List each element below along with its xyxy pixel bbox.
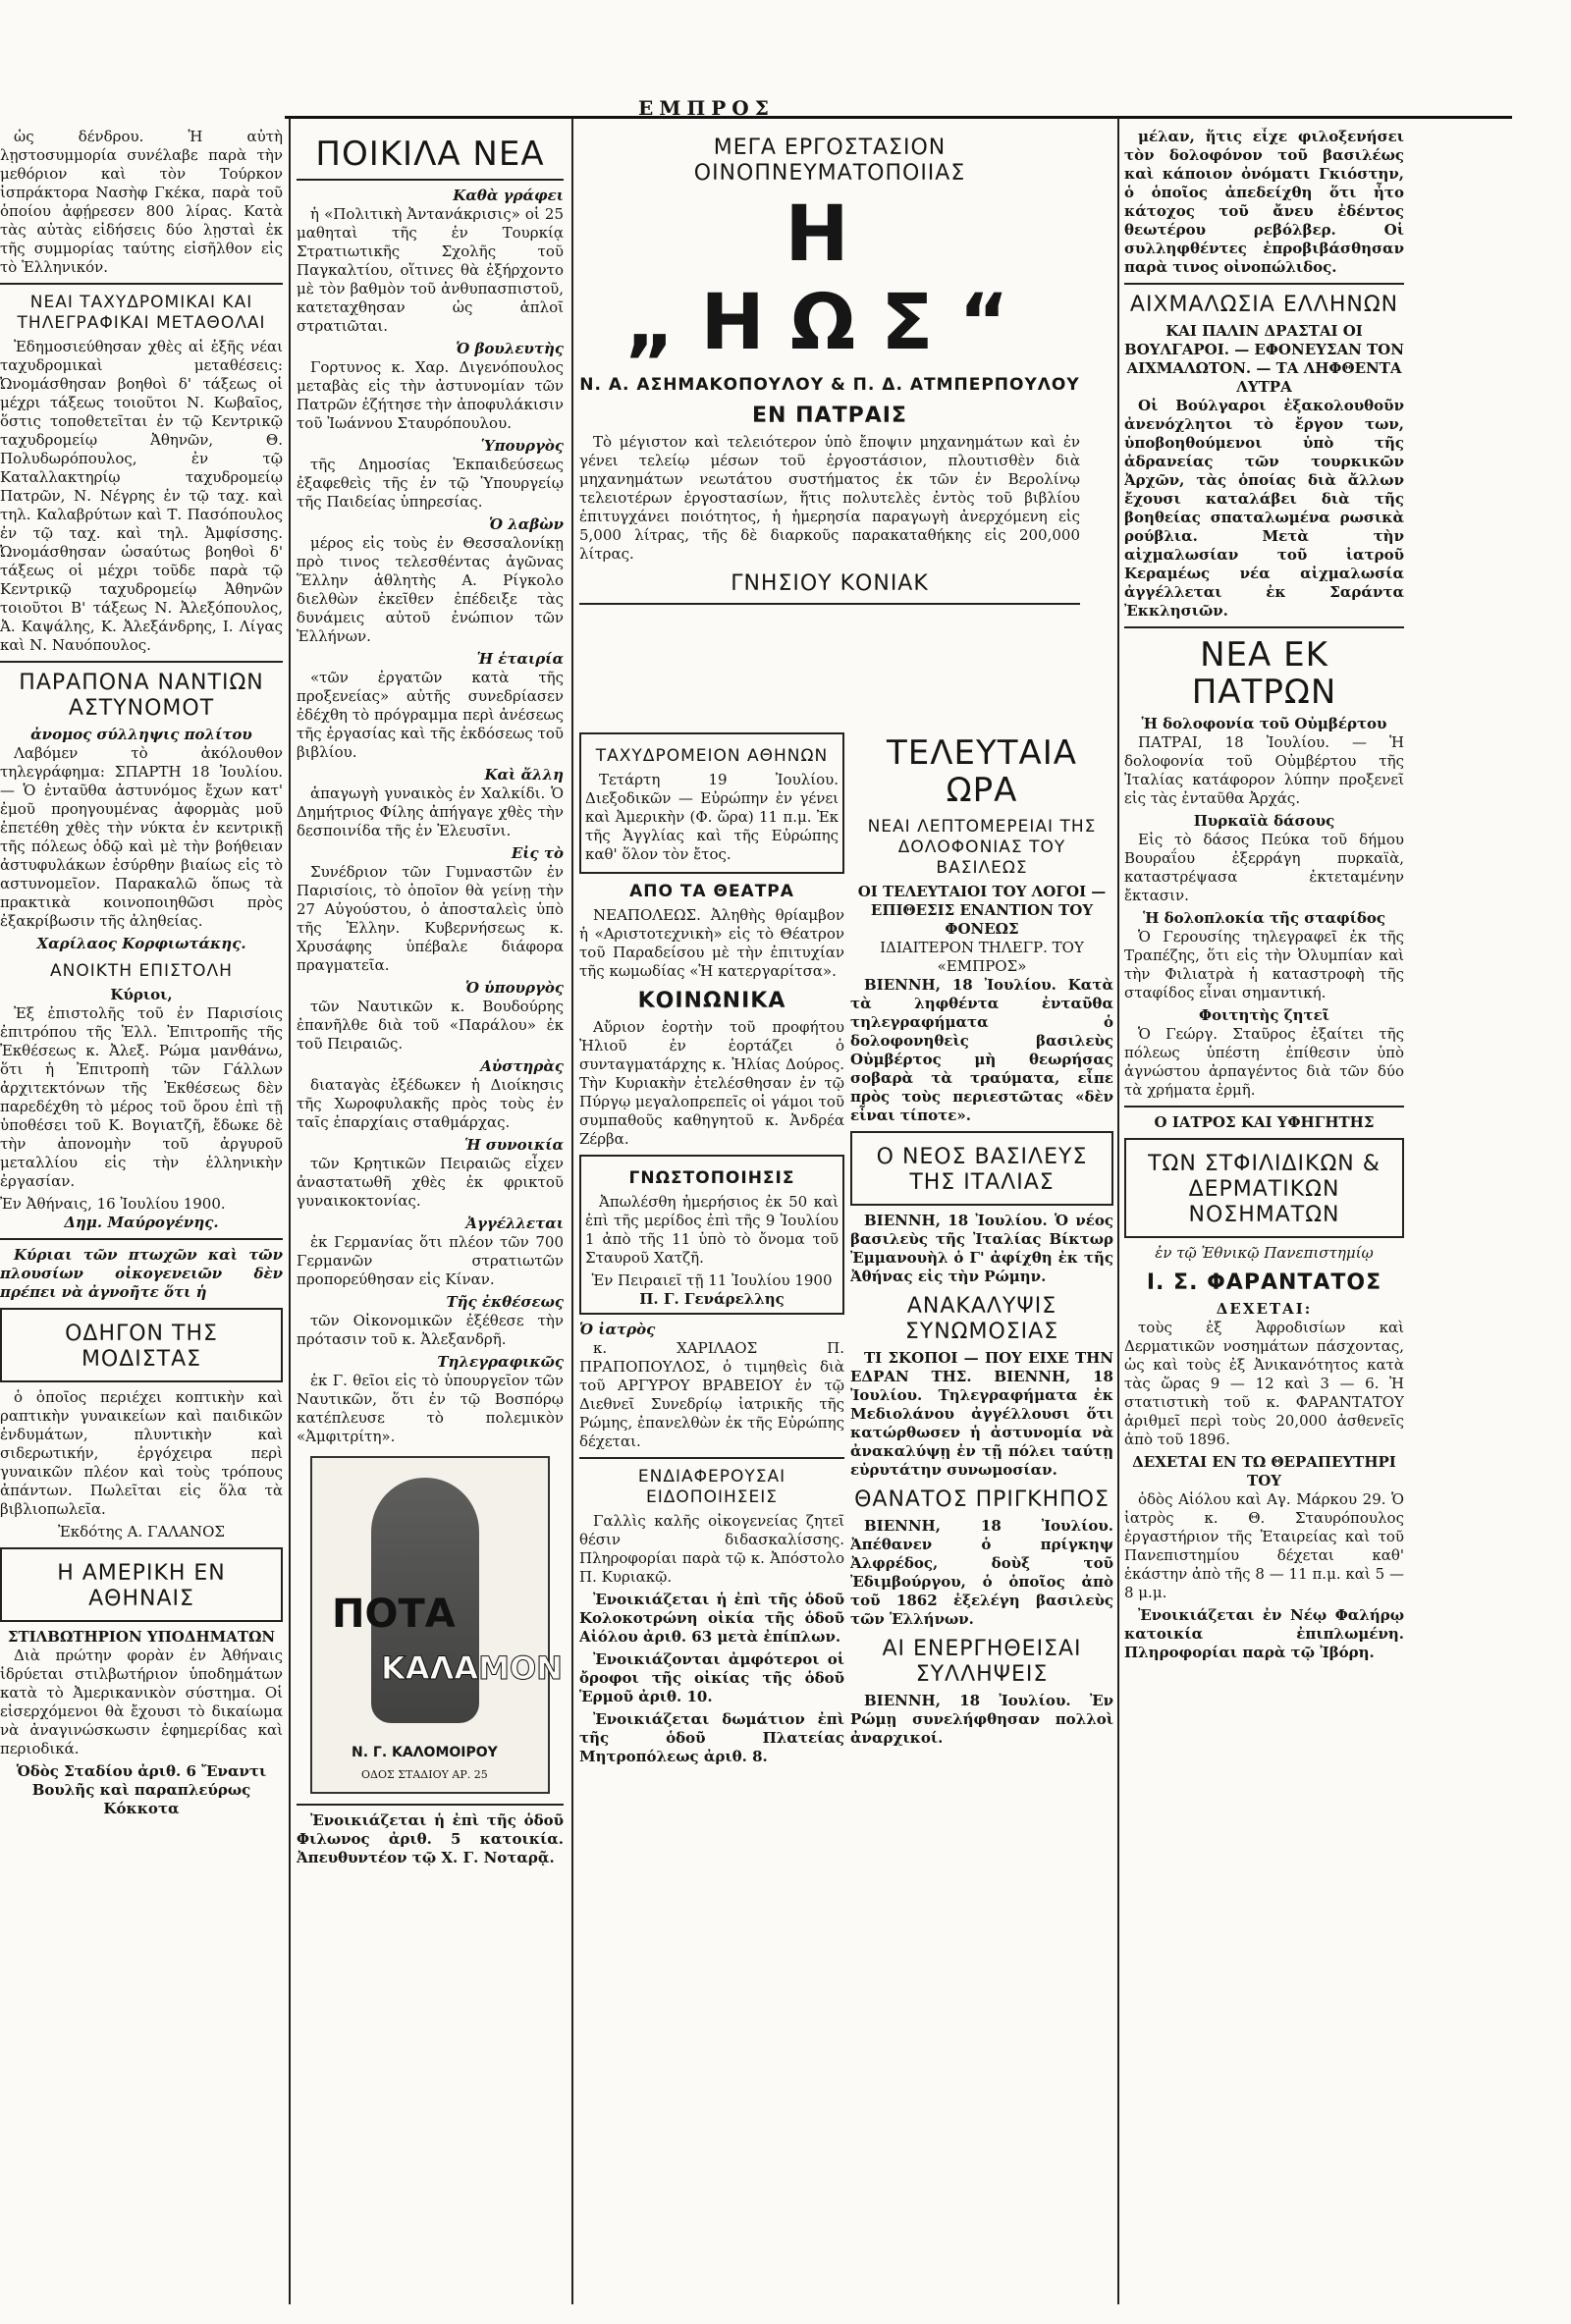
news-item-text: ἀπαγωγὴ γυναικὸς ἐν Χαλκίδι. Ὁ Δημήτριος Φίλης ἀπήγαγε χθὲς τὴν δεσποινίδα τῆς ἐν Ἐλευσῖνι. bbox=[297, 784, 564, 839]
column-divider bbox=[1117, 118, 1119, 2304]
news-item-head: Ὁ λαβὼν bbox=[489, 515, 564, 533]
news-item-head: Τηλεγραφικῶς bbox=[437, 1353, 564, 1371]
signature: Π. Γ. Γενάρελλης bbox=[639, 1290, 785, 1308]
article-text: Ἐξ ἐπιστολῆς τοῦ ἐν Παρισίοις ἐπιτρόπου τῆς Ἑλλ. Ἐπιτροπῆς τῆς Ἐκθέσεως κ. Ἀλεξ. Ρώμα μανθάνω, ὅτι ἡ Ἐπιτροπὴ τῶν Γάλλων ἀρχιτεκτόνων τῆς Ἐκθέσεως δὲν παρεδέχθη τὸ μέρος τοῦ ὅρου ἐπὶ τῇ ὑποθέσει τοῦ Κ. Βογιατζῆ, ἔδωκε δὲ τὴν ἀπονομὴν τοῦ ἀργυροῦ μεταλλίου εἰς τὴν ἐλληνικὴν ἐργασίαν. bbox=[0, 1004, 283, 1190]
headline: ΟΔΗΓΟΝ ΤΗΣ ΜΟΔΙΣΤΑΣ bbox=[65, 1322, 218, 1372]
article-text: κ. ΧΑΡΙΛΑΟΣ Π. ΠΡΑΠΟΠΟΥΛΟΣ, ὁ τιμηθεὶς διὰ τοῦ ΑΡΓΥΡΟΥ ΒΡΑΒΕΙΟΥ ἐν τῷ Διεθνεῖ Συνεδρίῳ ἰατρικῆς τῆς Ρώμης, ἐπανελθὼν ἐκ τῆς Εὐρώπης δέχεται. bbox=[579, 1339, 844, 1450]
news-item-head: Καθὰ γράφει bbox=[453, 187, 564, 204]
news-item-head: Ἡ συνοικία bbox=[464, 1136, 564, 1154]
dateline: Ἐν Ἀθήναις, 16 Ἰουλίου 1900. bbox=[0, 1195, 226, 1213]
column-1 bbox=[0, 128, 283, 2304]
news-item bbox=[297, 187, 564, 336]
advert-text: ἐν τῷ Ἐθνικῷ Πανεπιστημίῳ bbox=[1155, 1244, 1374, 1262]
article-text: Ὁ Γεώργ. Σταῦρος ἐξαίτει τῆς πόλεως ὑπέστη ἐπίθεσιν ὑπὸ ἀγνώστου ἀρπαγέντος διὰ τῶν δύο τὰ χρήματα ἐρμῆ. bbox=[1124, 1025, 1404, 1099]
divider bbox=[579, 603, 1080, 605]
advert-text: τοὺς ἐξ Ἀφροδισίων καὶ Δερματικῶν νοσημάτων πάσχοντας, ὡς καὶ τοὺς ἐξ Ἀνικανότητος κατὰ τὰς ὥρας 9 — 12 καὶ 3 — 6. Ἡ στατιστικὴ τοῦ κ. ΦΑΡΑΝΤΑΤΟΥ ἀριθμεῖ περὶ τοὺς 20,000 ἀσθενεῖς ἀπὸ τοῦ 1896. bbox=[1124, 1319, 1404, 1448]
notice-box bbox=[579, 1155, 844, 1315]
doctor-name: Ι. Σ. ΦΑΡΑΝΤΑΤΟΣ bbox=[1146, 1270, 1382, 1295]
article-text: Γαλλὶς καλῆς οἰκογενείας ζητεῖ θέσιν διδασκαλίσσης. Πληροφορίαι παρὰ τῷ κ. Ἀπόστολο Π. Κυριακῷ. bbox=[579, 1512, 844, 1586]
headline: ΕΝΔΙΑΦΕΡΟΥΣΑΙ ΕΙΔΟΠΟΙΗΣΕΙΣ bbox=[637, 1467, 786, 1507]
news-item-head: Ἡ ἑταιρία bbox=[476, 650, 564, 668]
news-item-text: Συνέδριον τῶν Γυμναστῶν ἐν Παρισίοις, τὸ ὁποῖον θὰ γείνῃ τὴν 27 Αὐγούστου, ὁ ἀποσταλεὶς ὑπὸ τῆς Ἑλλην. Κυβερνήσεως κ. Χρυσάφης ὑπέβαλε διάφορα πραγματεῖα. bbox=[297, 863, 564, 974]
article-text: Ὁ Γερουσίης τηλεγραφεῖ ἐκ τῆς Τραπέζης, ὅτι εἰς τὴν Ὀλυμπίαν καὶ τὴν Φιλιατρὰ ἡ καταστροφὴ τῆς σταφίδος εἶναι σημαντική. bbox=[1124, 928, 1404, 1001]
news-item-text: τῶν Οἰκονομικῶν ἐξέθεσε τὴν πρότασιν τοῦ κ. Ἀλεξανδρῆ. bbox=[297, 1312, 564, 1348]
headline: ΑΠΟ ΤΑ ΘΕΑΤΡΑ bbox=[629, 882, 794, 901]
divider bbox=[0, 283, 283, 285]
divider bbox=[1124, 1106, 1404, 1108]
dateline: Ἐν Πειραιεῖ τῇ 11 Ἰουλίου 1900 bbox=[591, 1271, 833, 1289]
subheadline: ΝΕΑΙ ΛΕΠΤΟΜΕΡΕΙΑΙ ΤΗΣ ΔΟΛΟΦΟΝΙΑΣ ΤΟΥ ΒΑΣΙΛΕΩΣ bbox=[867, 817, 1097, 878]
news-item-text: διαταγὰς ἐξέδωκεν ἡ Διοίκησις τῆς Χωροφυλακῆς πρὸς τοὺς ἐν ταῖς ἐπαρχίαις σταθμάρχας. bbox=[297, 1076, 564, 1131]
divider bbox=[297, 1804, 564, 1806]
article-text: ΝΕΑΠΟΛΕΩΣ. Ἀληθὴς θρίαμβον ἡ «Αριστοτεχνικὴ» εἰς τὸ Θέατρον τοῦ Παραδείσου μὲ τὴν ἐπιτυχίαν τῆς κωμωδίας «Ἡ κατεργαρίτσα». bbox=[579, 906, 844, 980]
section-title: ΝΕΑ ΕΚ ΠΑΤΡΩΝ bbox=[1191, 635, 1337, 712]
news-item bbox=[297, 437, 564, 512]
advert-merchant: Ν. Γ. ΚΑΛΟΜΟΙΡΟΥ bbox=[352, 1745, 498, 1760]
divider bbox=[297, 179, 564, 181]
news-item-head: Αὐστηρὰς bbox=[480, 1057, 564, 1075]
headline: ΤΑΧΥΔΡΟΜΕΙΟΝ ΑΘΗΝΩΝ bbox=[595, 746, 829, 766]
article-text: ὡς δένδρου. Ἡ αὐτὴ λῃστοσυμμορία συνέλαβε παρὰ τὴν μεθόριον καὶ τὸν Τούρκον ἰσπράκτορα Νασὴφ Γκέκα, παρὰ τοῦ ὁποίου ἀφῄρεσεν 800 λίρας. Κατὰ τὰς αὐτὰς εἰδήσεις δύο λῃσταὶ ἐκ τῆς συμμορίας ταύτης εἰσῆλθον εἰς τὸ Ἑλληνικόν. bbox=[0, 128, 283, 276]
news-item-text: τῶν Κρητικῶν Πειραιῶς εἶχεν ἀναστατωθῆ χθὲς ἐκ φρικτοῦ γυναικοκτονίας. bbox=[297, 1155, 564, 1210]
subheadline: Πυρκαϊὰ δάσους bbox=[1193, 812, 1335, 830]
news-item bbox=[297, 979, 564, 1054]
article-text: ΒΙΕΝΝΗ, 18 Ἰουλίου. Κατὰ τὰ ληφθέντα ἐνταῦθα τηλεγραφήματα ὁ δολοφονηθεὶς βασιλεὺς Οὐμβέρτος μὴ θεωρήσας σοβαρὰ τὰ τραύματα, εἶπε πρὸς τοὺς περιεστῶτας «δὲν εἶναι τίποτε». bbox=[850, 976, 1113, 1124]
news-item bbox=[297, 844, 564, 975]
classified-ad: Ἐνοικιάζεται δωμάτιον ἐπὶ τῆς ὁδοῦ Πλατείας Μητροπόλεως ἀριθ. 8. bbox=[579, 1710, 844, 1765]
column-3a bbox=[579, 727, 844, 2304]
advert-box bbox=[0, 1547, 283, 1622]
divider bbox=[579, 1457, 844, 1459]
headline: ΚΟΙΝΩΝΙΚΑ bbox=[637, 989, 786, 1013]
news-item bbox=[297, 650, 564, 762]
article-text: Εἰς τὸ δάσος Πεύκα τοῦ δήμου Βουραΐου ἐξερράγη πυρκαϊὰ, καταστρέψασα ἐκτεταμένην ἔκτασιν. bbox=[1124, 831, 1404, 904]
column-divider bbox=[571, 118, 573, 2304]
subheadline: ΣΤΙΛΒΩΤΗΡΙΟΝ ΥΠΟΔΗΜΑΤΩΝ bbox=[7, 1628, 276, 1646]
news-item-text: «τῶν ἐργατῶν κατὰ τῆς προξενείας» αὐτῆς συνεδρίασεν ἐδέχθη τὸ πρόγραμμα περὶ ἀνέσεως τῆς ἐργασίας καὶ τῆς ἐκδόσεως τοῦ βιβλίου. bbox=[297, 669, 564, 761]
advert-box bbox=[0, 1308, 283, 1382]
newspaper-name: ΕΜΠΡΟΣ bbox=[638, 96, 775, 120]
column-divider bbox=[289, 118, 291, 2304]
article-text: ΒΙΕΝΝΗ, 18 Ἰουλίου. Ἐν Ρώμῃ συνελήφθησαν πολλοὶ ἀναρχικοί. bbox=[850, 1692, 1113, 1747]
signature: Χαρίλαος Κορφιωτάκης. bbox=[36, 935, 246, 952]
subheadline: Ἡ δολοπλοκία τῆς σταφίδος bbox=[1143, 909, 1385, 927]
headline: ΝΕΑΙ ΤΑΧΥΔΡΟΜΙΚΑΙ ΚΑΙ ΤΗΛΕΓΡΑΦΙΚΑΙ ΜΕΤΑΘΟΛΑΙ bbox=[17, 293, 266, 333]
article-text: ΠΑΤΡΑΙ, 18 Ἰουλίου. — Ἡ δολοφονία τοῦ Οὐμβέρτου τῆς Ἰταλίας κατάφορον λύπην προξενεῖ εἰς τὰς ἐνταῦθα Ἀρχάς. bbox=[1124, 733, 1404, 807]
news-item bbox=[297, 340, 564, 433]
headline: Ο ΝΕΟΣ ΒΑΣΙΛΕΥΣ ΤΗΣ ΙΤΑΛΙΑΣ bbox=[876, 1145, 1088, 1195]
article-text: ΤΙ ΣΚΟΠΟΙ — ΠΟΥ ΕΙΧΕ ΤΗΝ ΕΔΡΑΝ ΤΗΣ. ΒΙΕΝΝΗ, 18 Ἰουλίου. Τηλεγραφήματα ἐκ Μεδιολάνου ἀγγέλλουσι ὅτι κατώρθωσεν ἡ ἀστυνομία νὰ ἀνακαλύψῃ ἐν τῇ πόλει ταύτῃ εὐρυτάτην συνωμοσίαν. bbox=[850, 1349, 1113, 1479]
subheadline: ἀνομος σύλληψις πολίτου bbox=[30, 726, 252, 743]
signature: Δημ. Μαύρογένης. bbox=[64, 1214, 219, 1231]
divider bbox=[0, 1238, 283, 1240]
headline: ΑΝΑΚΑΛΥΨΙΣ ΣΥΝΩΜΟΣΙΑΣ bbox=[904, 1294, 1059, 1344]
subheadline: Φοιτητὴς ζητεῖ bbox=[1199, 1006, 1329, 1024]
headline: ΠΑΡΑΠΟΝΑ ΝΑΝΤΙΩΝ ΑΣΤΥΝΟΜΟΤ bbox=[19, 671, 264, 721]
news-item-head: Εἰς τὸ bbox=[511, 844, 564, 862]
advert-box bbox=[1124, 1138, 1404, 1238]
subheadline: Ὁ ἰατρὸς bbox=[579, 1321, 656, 1338]
news-item-text: ἐκ Γερμανίας ὅτι πλέον τῶν 700 Γερμανῶν στρατιωτῶν προπορεύθησαν εἰς Κίναν. bbox=[297, 1233, 564, 1288]
news-item bbox=[297, 515, 564, 646]
news-item bbox=[297, 1293, 564, 1349]
headline: Η ΑΜΕΡΙΚΗ ΕΝ ΑΘΗΝΑΙΣ bbox=[57, 1561, 226, 1611]
advert-text: Διὰ πρώτην φορὰν ἐν Ἀθήναις ἱδρύεται στιλβωτήριον ὑποδημάτων κατὰ τὸ Ἀμερικανικὸν σύστημα. Οἱ εἰσερχόμενοι θὰ ἔχουσι τὸ δικαίωμα νὰ ἀναγινώσκωσιν ἐφημερίδας καὶ περιοδικά. bbox=[0, 1647, 283, 1757]
headline: ΑΙΧΜΑΛΩΣΙΑ ΕΛΛΗΝΩΝ bbox=[1129, 293, 1399, 317]
advert-heading: ΔΕΧΕΤΑΙ: bbox=[1216, 1300, 1313, 1318]
news-item-head: Καὶ ἄλλη bbox=[484, 766, 564, 784]
section-title: ΤΕΛΕΥΤΑΙΑ ΩΡΑ bbox=[886, 733, 1078, 810]
news-items bbox=[297, 187, 564, 1446]
subheadline: Κύριοι, bbox=[110, 986, 173, 1003]
advert-text: Κύριαι τῶν πτωχῶν καὶ τῶν πλουσίων οἰκογενειῶν δὲν πρέπει νὰ ἀγνοῆτε ὅτι ἡ bbox=[0, 1246, 283, 1301]
masthead bbox=[0, 98, 1571, 118]
advert-heading: ΠΟΤΑ bbox=[332, 1592, 456, 1637]
article-text: μέλαν, ἥτις εἶχε φιλοξενήσει τὸν δολοφόνον τοῦ βασιλέως καὶ κάποιον ὀνόματι Γκιόστην, ὁ ὁποῖος ἀπεδείχθη ὅτι ἦτο κάτοχος τοῦ ἄνευ ἐδέντος θεωτέρου ρεβόλβερ. Οἱ συλληφθέντες ἐπροβιβάσθησαν παρὰ τινος οἰνοπώλιδος. bbox=[1124, 128, 1404, 276]
news-item bbox=[297, 766, 564, 840]
masthead-rule bbox=[285, 116, 1512, 119]
section-title: ΠΟΙΚΙΛΑ ΝΕΑ bbox=[315, 135, 545, 174]
article-text: ΒΙΕΝΝΗ, 18 Ἰουλίου. Ὁ νέος βασιλεὺς τῆς Ἰταλίας Βίκτωρ Ἐμμανουὴλ ὁ Γ' ἀφίχθη ἐκ τῆς Ἀθήνας εἰς τὴν Ρώμην. bbox=[850, 1212, 1113, 1285]
news-item-text: τῆς Δημοσίας Ἐκπαιδεύσεως ἐξαφεθεὶς τῆς ἐν τῷ Ὑπουργείῳ τῆς Παιδείας ὑπηρεσίας. bbox=[297, 456, 564, 511]
classified-ad: Ἐνοικιάζεται ἡ ἐπὶ τῆς ὁδοῦ Κολοκοτρώνη οἰκία τῆς ὁδοῦ Αἰόλου ἀριθ. 63 μετὰ ἐπίπλων. bbox=[579, 1591, 844, 1646]
news-item bbox=[297, 1057, 564, 1132]
divider bbox=[0, 661, 283, 663]
address: Ὁδὸς Σταδίου ἀριθ. 6 Ἔναντι Βουλῆς καὶ παραπλεύρως Κόκκοτα bbox=[16, 1762, 267, 1817]
classified-ad: Ἐνοικιάζεται ἡ ἐπὶ τῆς ὁδοῦ Φιλωνος ἀριθ. 5 κατοικία. Ἀπευθυντέον τῷ Χ. Γ. Νοταρᾷ. bbox=[297, 1811, 564, 1866]
headline-box bbox=[850, 1131, 1113, 1206]
advert-title: ΜΕΓΑ ΕΡΓΟΣΤΑΣΙΟΝ ΟΙΝΟΠΝΕΥΜΑΤΟΠΟΙΙΑΣ bbox=[693, 135, 966, 186]
advert-title: ΤΩΝ ΣΤΦΙΛΙΔΙΚΩΝ & ΔΕΡΜΑΤΙΚΩΝ ΝΟΣΗΜΑΤΩΝ bbox=[1148, 1152, 1381, 1227]
advert-text: ὁδὸς Αἰόλου καὶ Αγ. Μάρκου 29. Ὁ ἰατρὸς κ. Θ. Σταυρόπουλος ἐργαστήριον τῆς Ἑταιρείας καὶ τοῦ Πανεπιστημίου δέχεται καθ' ἑκάστην ἀπὸ τῆς 8 — 11 π.μ. καὶ 5 — 8 μ.μ. bbox=[1124, 1490, 1404, 1601]
news-item bbox=[297, 1136, 564, 1211]
brand-name: Η „ΗΩΣ“ bbox=[624, 190, 1035, 367]
headline: ΘΑΝΑΤΟΣ ΠΡΙΓΚΗΠΟΣ bbox=[854, 1487, 1110, 1512]
headline: ΑΝΟΙΚΤΗ ΕΠΙΣΤΟΛΗ bbox=[50, 961, 233, 981]
advert-text: Τὸ μέγιστον καὶ τελειότερον ὑπὸ ἔποψιν μηχανημάτων καὶ ἐν γένει τελείῳ μέσων τοῦ ἐργοστάσιον, πλουτισθὲν διὰ μηχανημάτων νεωτάτου συστήματος ἐκ τῶν ἐν Βερολίνῳ τελειοτέρων ἐργοστασίων, ἥτις πολυτελὲς ἐντὸς τοῦ βιβλίου ἐπιτυγχάνει ποιότητος, ἡ ἡμερησία παραγωγὴ ἀνερχόμενη εἰς 5,000 λίτρας, τῆς δὲ διαρκοῦς παρακαταθήκης εἰς 200,000 λίτρας. bbox=[579, 433, 1080, 563]
news-item-head: Ἀγγέλλεται bbox=[465, 1215, 564, 1232]
subheadline: ΟΙ ΤΕΛΕΥΤΑΙΟΙ ΤΟΥ ΛΟΓΟΙ — ΕΠΙΘΕΣΙΣ ΕΝΑΝΤΙΟΝ ΤΟΥ ΦΟΝΕΩΣ bbox=[857, 883, 1107, 938]
divider bbox=[1124, 283, 1404, 285]
column-4 bbox=[1124, 128, 1404, 2304]
news-item-head: Τῆς ἐκθέσεως bbox=[446, 1293, 564, 1311]
advert-heading: ΚΑΛΑΜΟΝ bbox=[381, 1649, 563, 1687]
subheadline: ΚΑΙ ΠΑΛΙΝ ΔΡΑΣΤΑΙ ΟΙ ΒΟΥΛΓΑΡΟΙ. — ΕΦΟΝΕΥΣΑΝ ΤΟΝ ΑΙΧΜΑΛΩΤΟΝ. — ΤΑ ΛΗΦΘΕΝΤΑ ΛΥΤΡΑ bbox=[1124, 322, 1404, 396]
article-text: Τετάρτη 19 Ἰουλίου. Διεξοδικῶν — Εὐρώπην ἐν γένει καὶ Ἀμερικὴν (Φ. ὥρα) 11 π.μ. Ἐκ τῆς Ἀγγλίας καὶ τῆς Εὐρώπης καθ' ὅλον τὸν ἔτος. bbox=[585, 771, 839, 863]
advert-heading: Ο ΙΑΤΡΟΣ ΚΑΙ ΥΦΗΓΗΤΗΣ bbox=[1154, 1113, 1375, 1131]
column-3-top bbox=[579, 128, 1080, 717]
article-text: Ἐδημοσιεύθησαν χθὲς αἱ ἑξῆς νέαι ταχυδρομικαὶ μεταθέσεις: Ὠνομάσθησαν βοηθοὶ δ' τάξεως οἱ μέχρι τάξεως τοιοῦτοι Ν. Κωβαῖος, ὅστις τοποθετεῖται ἐν τῷ Κεντρικῷ ταχυδρομείῳ Ἀθηνῶν, Θ. Πολυδωρόπουλος, ἐν τῷ Καταλλακτηρίῳ ταχυδρομείῳ Πατρῶν, Ν. Νέγρης ἐν τῷ ταχ. καὶ τηλ. Καλαβρύτων καὶ Τ. Πασόπουλος ἐν τῷ ταχ. καὶ τηλ. Ἀμφίσσης. Ὠνομάσθησαν ὡσαύτως βοηθοὶ δ' τάξεως οἱ μέχρι τοῦδε παρὰ τῷ Κεντρικῷ ταχυδρομείῳ Ἀθηνῶν τοιοῦτοι Β' τάξεως Ν. Ἀλεξόπουλος, Ἀ. Καψάλης, Κ. Ἀλεξάνδρης, Ι. Λίγας καὶ Ν. Ναυόπουλος. bbox=[0, 338, 283, 654]
news-item-text: ἐκ Γ. θεῖοι εἰς τὸ ὑπουργεῖον τῶν Ναυτικῶν, ὅτι ἐν τῷ Βοσπόρῳ κατέπλευσε τὸ πολεμικὸν «Ἀμφιτρίτη». bbox=[297, 1372, 564, 1445]
article-text: Οἱ Βούλγαροι ἐξακολουθοῦν ἀνενόχλητοι τὸ ἔργον των, ὑποβοηθούμενοι ὑπὸ τῆς ἀδρανείας τῶν τουρκικῶν Ἀρχῶν, τὰς ὁποίας διὰ ἄλλων ἔχουσι καταλάβει διὰ τῆς βοηθείας σπαταλωμένα ρωσικὰ ρούβλια. Μετὰ τὴν αἰχμαλωσίαν τοῦ ἰατροῦ Κεραμέως νέα αἰχμαλωσία ἀγγέλλεται ἐκ Σαράντα Ἐκκλησιῶν. bbox=[1124, 397, 1404, 620]
subheadline: ΙΔΙΑΙΤΕΡΟΝ ΤΗΛΕΓΡ. ΤΟΥ «ΕΜΠΡΟΣ» bbox=[880, 939, 1084, 975]
news-item bbox=[297, 1215, 564, 1289]
article-text: ΒΙΕΝΝΗ, 18 Ἰουλίου. Ἀπέθανεν ὁ πρίγκηψ Ἀλφρέδος, δοὺξ τοῦ Ἐδιμβούργου, ὁ ὁποῖος ἀπὸ τοῦ 1862 ἐξελέγη βασιλεὺς τῶν Ἑλλήνων. bbox=[850, 1517, 1113, 1628]
column-3b bbox=[850, 727, 1113, 2304]
news-item-text: ἡ «Πολιτικὴ Ἀντανάκρισις» οἱ 25 μαθηταὶ τῆς ἐν Τουρκίᾳ Στρατιωτικῆς Σχολῆς τοῦ Παγκαλτίου, οἵτινες θὰ ἐξήρχοντο μὲ τὸν βαθμὸν τοῦ ἀνθυπασπιστοῦ, κατεταχθησαν ὡς ἁπλοῖ στρατιῶται. bbox=[297, 205, 564, 335]
advert-city: ΕΝ ΠΑΤΡΑΙΣ bbox=[752, 404, 907, 428]
subheadline: Ἡ δολοφονία τοῦ Οὐμβέρτου bbox=[1141, 715, 1387, 732]
article-text: Λαβόμεν τὸ ἀκόλουθον τηλεγράφημα: ΣΠΑΡΤΗ 18 Ἰουλίου. — Ὁ ἐνταῦθα ἀστυνόμος ἔχων κατ' ἐμοῦ προηγουμένας ἀφορμὰς μοῦ ἐπετέθη χθὲς τὴν νύκτα ἐν κεντρικῇ τῆς πόλεως ὁδῷ καὶ μὲ τὴν βοήθειαν ἀστυφυλάκων ἐσύρθην βιαίως εἰς τὸ αστυνομεῖον. Παρακαλῶ ὅπως τὰ πρακτικὰ κοινοποιηθῶσι πρὸς ἐξακρίβωσιν τῆς ἀληθείας. bbox=[0, 744, 283, 930]
signature: Ἐκδότης Α. ΓΑΛΑΝΟΣ bbox=[58, 1523, 225, 1540]
news-item-head: Ὁ ὑπουργὸς bbox=[464, 979, 564, 997]
post-box bbox=[579, 732, 844, 874]
advert-owners: Ν. Α. ΑΣΗΜΑΚΟΠΟΥΛΟΥ & Π. Δ. ΑΤΜΠΕΡΠΟΥΛΟΥ bbox=[579, 375, 1080, 395]
article-text: Ἀπωλέσθη ἡμερήσιος ἐκ 50 καὶ ἐπὶ τῆς μερίδος ἐπὶ τῆς 9 Ἰουλίου 1 ἀπὸ τῆς 11 ὑπὸ τὸ ὄνομα τοῦ Σταυροῦ Χατζῆ. bbox=[585, 1193, 839, 1267]
classified-ad: Ἐνοικιάζονται ἀμφότεροι οἱ ὄροφοι τῆς οἰκίας τῆς ὁδοῦ Ἑρμοῦ ἀριθ. 10. bbox=[579, 1650, 844, 1705]
news-item-text: τῶν Ναυτικῶν κ. Βουδούρης ἐπανῆλθε διὰ τοῦ «Παράλου» ἐκ τοῦ Πειραιῶς. bbox=[297, 998, 564, 1053]
news-item bbox=[297, 1353, 564, 1446]
advert-product: ΓΝΗΣΙΟΥ ΚΟΝΙΑΚ bbox=[731, 571, 929, 596]
advert-address: ΟΔΟΣ ΣΤΑΔΙΟΥ ΑΡ. 25 bbox=[361, 1768, 488, 1781]
headline: ΓΝΩΣΤΟΠΟΙΗΣΙΣ bbox=[628, 1168, 795, 1188]
news-item-text: μέρος εἰς τοὺς ἐν Θεσσαλονίκῃ πρὸ τινος τελεσθέντας ἀγῶνας Ἕλλην ἀθλητὴς Α. Ρίγκολο διελθὼν ἐκεῖθεν ἐπέδειξε τὰς δυνάμεις αὐτοῦ ἐνώπιον τῶν Ἑλλήνων. bbox=[297, 534, 564, 645]
news-item-head: Ὁ βουλευτὴς bbox=[456, 340, 564, 357]
news-item-head: Ὑπουργὸς bbox=[480, 437, 564, 455]
divider bbox=[1124, 626, 1404, 628]
column-2 bbox=[297, 128, 564, 2304]
classified-ad: Ἐνοικιάζεται ἐν Νέῳ Φαλήρῳ κατοικία ἐπιπλωμένη. Πληροφορίαι παρὰ τῷ Ἰβόρη. bbox=[1124, 1606, 1404, 1661]
advert-text: ὁ ὁποῖος περιέχει κοπτικὴν καὶ ραπτικὴν γυναικείων καὶ παιδικῶν ἐνδυμάτων, πλυντικὴν καὶ σιδερωτικήν, ἐργόχειρα περὶ γυναικῶν πλέον καὶ τοὺς τρόπους ἀπάντων. Πωλεῖται εἰς ὅλα τὰ βιβλιοπωλεῖα. bbox=[0, 1388, 283, 1518]
advert-heading: ΔΕΧΕΤΑΙ ΕΝ ΤΩ ΘΕΡΑΠΕΥΤΗΡΙ ΤΟΥ bbox=[1132, 1453, 1396, 1489]
news-item-text: Γορτυνος κ. Χαρ. Διγενόπουλος μεταβὰς εἰς τὴν ἀστυνομίαν τῶν Πατρῶν ἐζήτησε τὴν ἀποφυλάκισιν τοῦ Ἰωάννου Σταυρόπουλου. bbox=[297, 358, 564, 432]
headline: ΑΙ ΕΝΕΡΓΗΘΕΙΣΑΙ ΣΥΛΛΗΨΕΙΣ bbox=[882, 1637, 1082, 1687]
advert-illustration bbox=[310, 1456, 563, 1794]
article-text: Αὔριον ἑορτὴν τοῦ προφήτου Ἠλιοῦ ἐν ἑορτάζει ὁ συνταγματάρχης κ. Ἠλίας Δούρος. Τὴν Κυριακὴν ἐτελέσθησαν ἐν τῷ Πύργῳ μεγαλοπρεπεῖς οἱ γάμοι τοῦ συμπαθοῦς καθηγητοῦ κ. Ἀνδρέα Ζέρβα. bbox=[579, 1018, 844, 1148]
